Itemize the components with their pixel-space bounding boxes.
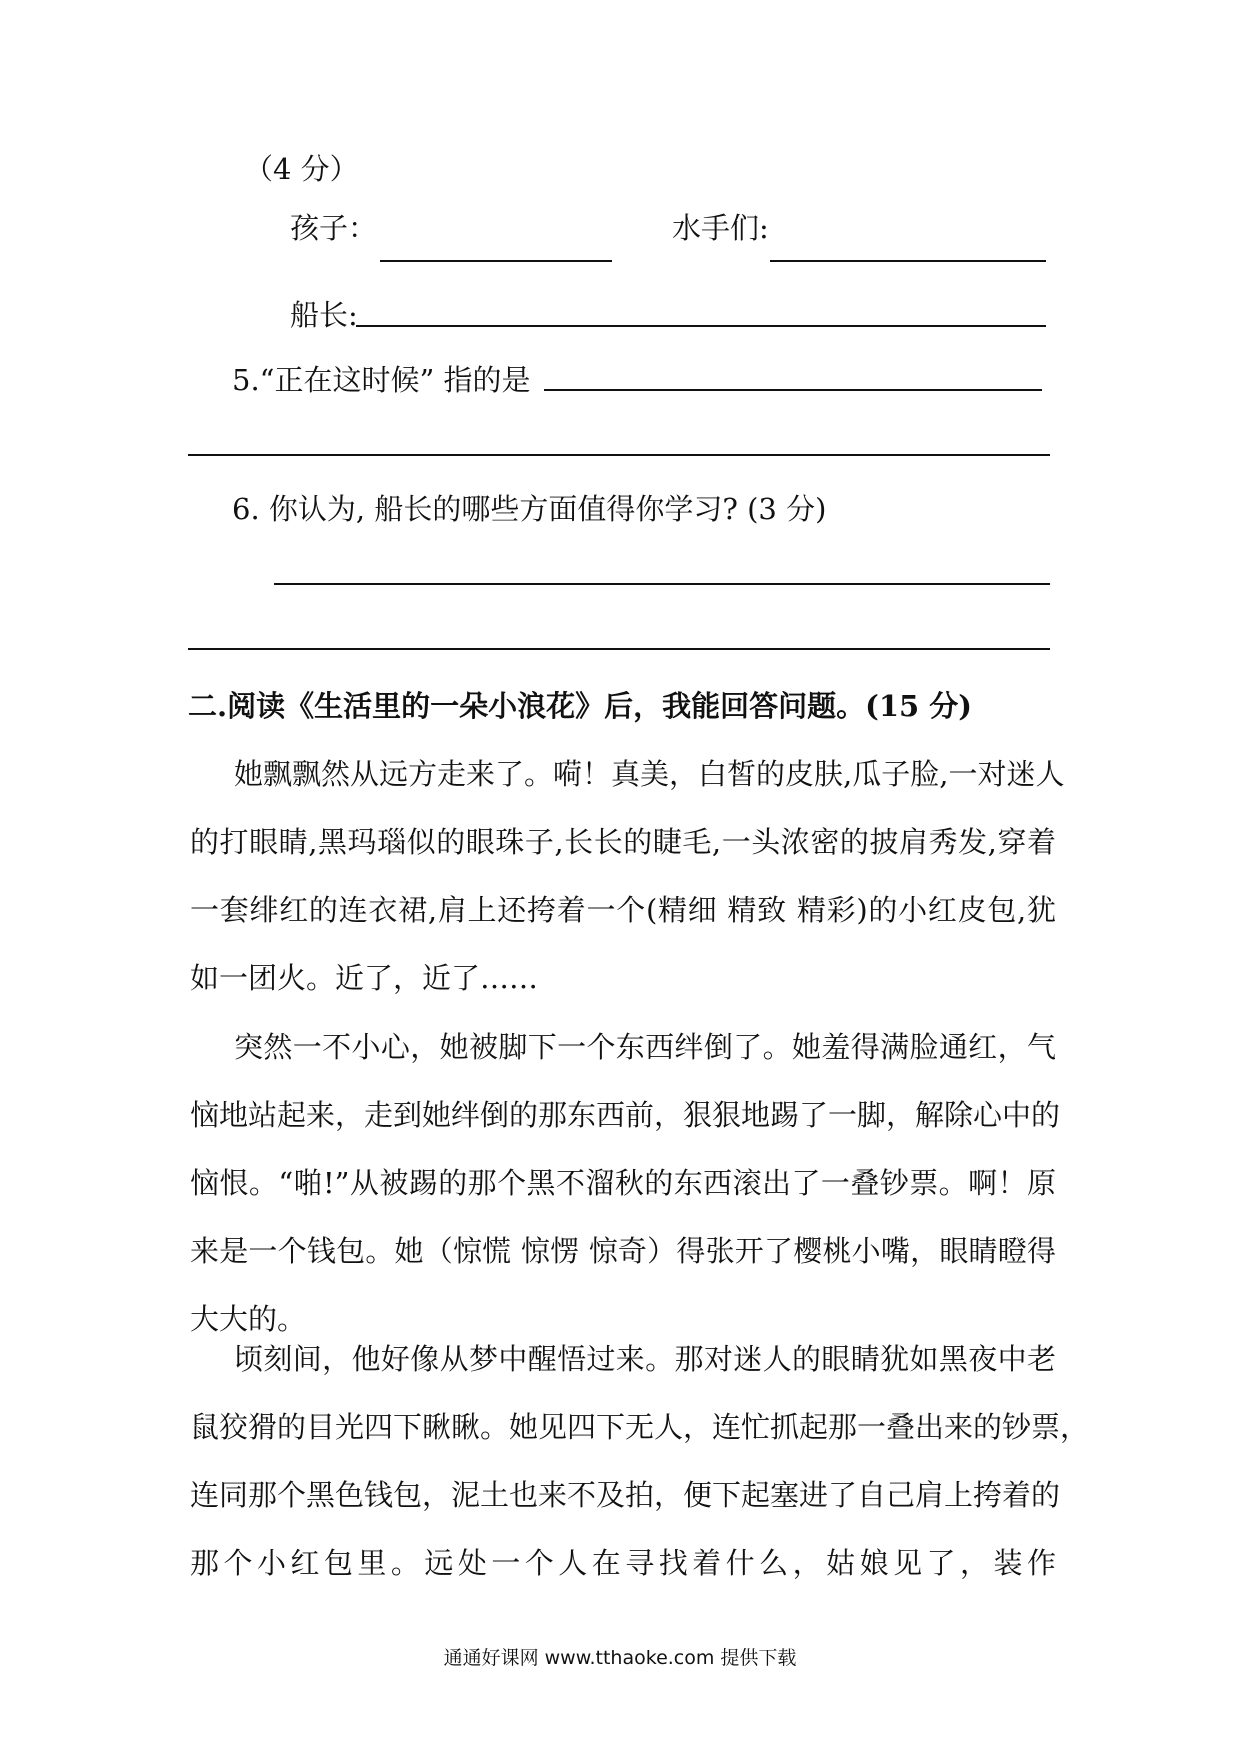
passage-line: 如一团火。近了，近了……	[190, 961, 539, 995]
passage-line: 顷刻间，他好像从梦中醒悟过来。那对迷人的眼睛犹如黑夜中老	[234, 1342, 1056, 1376]
child-label: 孩子：	[290, 211, 378, 245]
child-answer-line[interactable]	[380, 260, 612, 262]
footer-download-note: 通通好课网 www.tthaoke.com 提供下载	[443, 1647, 797, 1669]
passage-line: 那个小红包里。远处一个人在寻找着什么，姑娘见了，装作	[190, 1546, 1056, 1580]
passage-paragraph-3	[190, 1325, 1090, 1597]
passage-line: 一套绯红的连衣裙,肩上还挎着一个(精细 精致 精彩)的小红皮包,犹	[190, 893, 1056, 927]
passage-line: 突然一不小心，她被脚下一个东西绊倒了。她羞得满脸通红，气	[234, 1030, 1056, 1064]
sailors-label: 水手们:	[672, 211, 769, 245]
passage-line: 连同那个黑色钱包，泥土也来不及拍，便下起塞进了自己肩上挎着的	[190, 1478, 1061, 1512]
q6-answer-line-2[interactable]	[188, 648, 1050, 650]
passage-line: 大大的。	[190, 1302, 307, 1336]
passage-line: 鼠狡猾的目光四下瞅瞅。她见四下无人，连忙抓起那一叠出来的钞票，	[190, 1410, 1090, 1444]
question-6: 6. 你认为, 船长的哪些方面值得你学习? (3 分)	[232, 492, 827, 526]
passage-line: 的打眼睛,黑玛瑙似的眼珠子,长长的睫毛,一头浓密的披肩秀发,穿着	[190, 825, 1056, 859]
q5-answer-line-2[interactable]	[188, 454, 1050, 456]
passage-line: 恼恨。“啪!”从被踢的那个黑不溜秋的东西滚出了一叠钞票。啊！原	[190, 1166, 1056, 1200]
passage-line: 恼地站起来，走到她绊倒的那东西前，狠狠地踢了一脚，解除心中的	[190, 1098, 1061, 1132]
captain-answer-line[interactable]	[356, 325, 1046, 327]
passage-paragraph-2	[190, 1013, 1061, 1353]
section-2-heading: 二.阅读《生活里的一朵小浪花》后，我能回答问题。(15 分)	[188, 689, 972, 723]
passage-paragraph-1	[190, 740, 1065, 1012]
passage-line: 她飘飘然从远方走来了。嗬！真美，白皙的皮肤,瓜子脸,一对迷人	[234, 757, 1065, 791]
sailors-answer-line[interactable]	[770, 260, 1046, 262]
passage-line: 来是一个钱包。她（惊慌 惊愣 惊奇）得张开了樱桃小嘴，眼睛瞪得	[190, 1234, 1056, 1268]
q5-answer-line-1[interactable]	[544, 389, 1042, 391]
question-5: 5.“正在这时候” 指的是	[232, 363, 531, 397]
score-label: （4 分）	[244, 152, 359, 186]
q6-answer-line-1[interactable]	[274, 583, 1050, 585]
captain-label: 船长:	[290, 298, 358, 332]
